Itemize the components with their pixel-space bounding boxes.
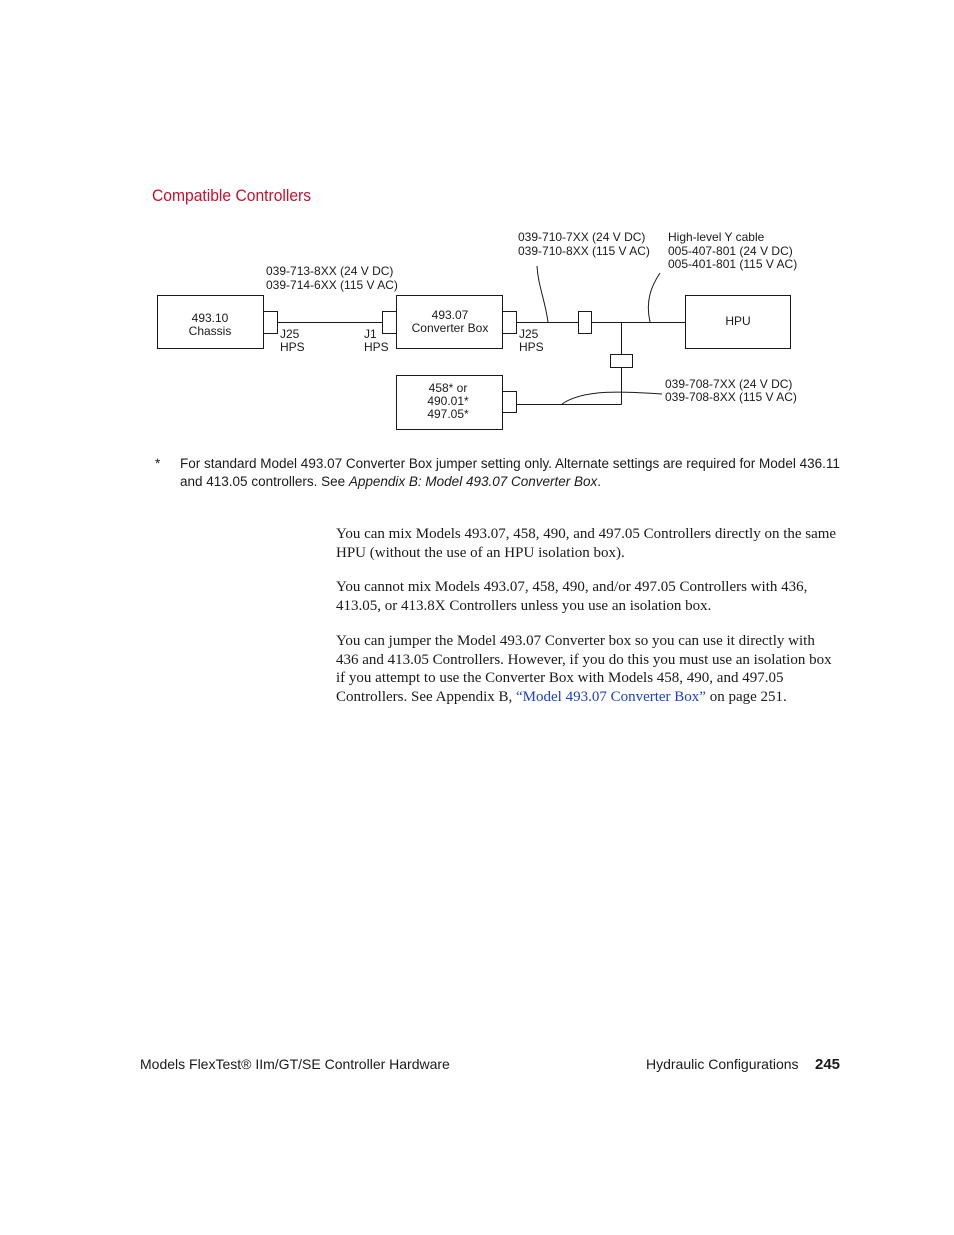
converter-label-2: Converter Box — [411, 321, 489, 335]
j25-left-connector — [264, 312, 278, 334]
cable-d-label-2: 039-708-8XX (115 V AC) — [665, 390, 797, 404]
paragraph-cannot-mix: You cannot mix Models 493.07, 458, 490, and/or 497.05 Controllers with 436, 413.05, or 413.8X Controllers unless you use an isolation box. — [336, 579, 808, 614]
j25-left-label-2: HPS — [280, 340, 305, 354]
j25-right-label-1: J25 — [519, 327, 539, 341]
leader-cable-b — [537, 266, 548, 322]
paragraph-jumper-page-ref: on page 251. — [705, 688, 787, 705]
converter-label-1: 493.07 — [431, 308, 469, 322]
controllers-connector — [503, 392, 517, 413]
cable-b-label-2: 039-710-8XX (115 V AC) — [518, 244, 650, 258]
j25-left-label-1: J25 — [280, 327, 300, 341]
controllers-label-3: 497.05* — [427, 407, 469, 421]
leader-cable-c — [648, 273, 660, 322]
cable-c-label-2: 005-407-801 (24 V DC) — [668, 244, 793, 258]
cable-a-label-1: 039-713-8XX (24 V DC) — [266, 264, 394, 278]
j25-right-connector — [503, 312, 517, 334]
paragraph-jumper — [336, 632, 841, 706]
footnote-text — [180, 455, 840, 491]
cable-connector-inline — [579, 312, 592, 334]
footnote-text-after: . — [597, 474, 602, 489]
j1-label-1: J1 — [364, 327, 377, 341]
leader-cable-d — [562, 392, 662, 404]
cable-b-label-1: 039-710-7XX (24 V DC) — [518, 230, 646, 244]
paragraph-jumper-text: You can jumper the Model 493.07 Converter box so you can use it directly with 436 and 413.05 Controllers. However, if you do this you must use an isolation box if you attempt to use the Converter Box with Models 458, 490, and 497.05 Controllers. See Appendix B, — [336, 633, 832, 705]
footnote-text-before: For standard Model 493.07 Converter Box jumper setting only. Alternate settings are required for Model 436.11 and 413.05 controllers. See — [180, 456, 840, 489]
controllers-label-2: 490.01* — [427, 394, 469, 408]
chassis-label-2: Chassis — [188, 324, 232, 338]
cable-c-label-3: 005-401-801 (115 V AC) — [668, 257, 798, 271]
cable-d-label-1: 039-708-7XX (24 V DC) — [665, 377, 793, 391]
footer-manual-title: Models FlexTest® IIm/GT/SE Controller Hardware — [140, 1056, 450, 1072]
hydraulic-wiring-diagram — [0, 0, 954, 450]
cable-a-label-2: 039-714-6XX (115 V AC) — [266, 278, 398, 292]
paragraph-mix-models: You can mix Models 493.07, 458, 490, and 497.05 Controllers directly on the same HPU (without the use of an HPU isolation box). — [336, 526, 837, 561]
cable-c-label-1: High-level Y cable — [668, 230, 765, 244]
controllers-label-1: 458* or — [428, 381, 468, 395]
y-cable-junction — [611, 355, 633, 368]
footnote-asterisk: * — [155, 456, 161, 471]
j1-connector — [383, 312, 397, 334]
footer-section-title: Hydraulic Configurations — [646, 1056, 799, 1072]
section-heading: Compatible Controllers — [152, 186, 312, 205]
j1-label-2: HPS — [364, 340, 389, 354]
footnote-appendix-reference: Appendix B: Model 493.07 Converter Box — [348, 474, 598, 489]
chassis-label-1: 493.10 — [191, 311, 229, 325]
j25-right-label-2: HPS — [519, 340, 544, 354]
converter-box-link[interactable]: “Model 493.07 Converter Box” — [516, 688, 706, 705]
hpu-label: HPU — [725, 314, 751, 328]
page-number: 245 — [815, 1056, 841, 1073]
